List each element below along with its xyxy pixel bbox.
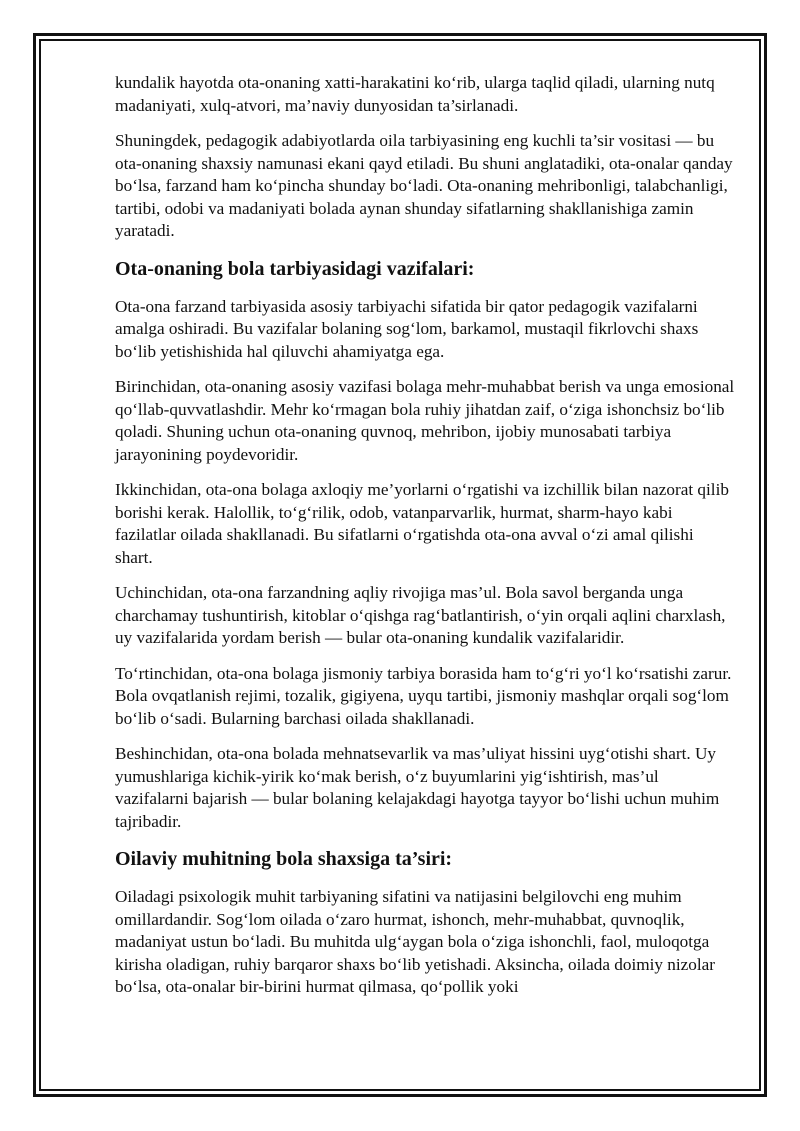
section-heading: Oilaviy muhitning bola shaxsiga ta’siri:	[115, 848, 453, 870]
paragraph: Ota-ona farzand tarbiyasida asosiy tarbiyachi sifatida bir qator pedagogik vazifalarni amalga oshiradi. Bu vazifalar bolaning sog‘lom, barkamol, mustaqil fikrlovchi shaxs bo‘lib yetishishida hal qiluvchi ahamiyatga ega.	[115, 296, 699, 361]
paragraph: Beshinchidan, ota-ona bolada mehnatsevarlik va mas’uliyat hissini uyg‘otishi shart. Uy yumushlariga kichik-yirik ko‘mak berish, o‘z buyumlarini yig‘ishtirish, mas’ul vazifalarni bajarish — bular bolaning kelajakdagi hayotga tayyor bo‘lishi uchun muhim tajribadir.	[115, 744, 720, 831]
paragraph: Uchinchidan, ota-ona farzandning aqliy rivojiga mas’ul. Bola savol berganda unga charchamay tushuntirish, kitoblar o‘qishga rag‘batlantirish, o‘yin orqali aqlini charxlash, uy vazifalarida yordam berish — bular ota-onaning kundalik vazifalaridir.	[115, 583, 726, 647]
paragraph: kundalik hayotda ota-onaning xatti-harakatini ko‘rib, ularga taqlid qiladi, ularning nutq madaniyati, xulq-atvori, ma’naviy dunyosidan ta’sirlanadi.	[115, 73, 715, 115]
paragraph: Ikkinchidan, ota-ona bolaga axloqiy me’yorlarni o‘rgatishi va izchillik bilan nazorat qilib borishi kerak. Halollik, to‘g‘rilik, odob, vatanparvarlik, hurmat, sharm-hayo kabi fazilatlar oilada shakllanadi. Bu sifatlarni o‘rgatishda ota-ona avval o‘zi amal qilishi shart.	[115, 480, 729, 567]
paragraph: Oiladagi psixologik muhit tarbiyaning sifatini va natijasini belgilovchi eng muhim omillardandir. Sog‘lom oilada o‘zaro hurmat, ishonch, mehr-muhabbat, quvnoqlik, madaniyat ustun bo‘ladi. Bu muhitda ulg‘aygan bola o‘ziga ishonchli, faol, muloqotga kirisha oladigan, ruhiy barqaror shaxs bo‘lib yetishadi. Aksincha, oilada doimiy nizolar bo‘lsa, ota-onalar bir-birini hurmat qilmasa, qo‘pollik yoki	[115, 887, 715, 996]
paragraph: Birinchidan, ota-onaning asosiy vazifasi bolaga mehr-muhabbat berish va unga emosional qo‘llab-quvvatlashdir. Mehr ko‘rmagan bola ruhiy jihatdan zaif, o‘ziga ishonchsiz bo‘lib qoladi. Shuning uchun ota-onaning quvnoq, mehribon, ijobiy munosabati tarbiya jarayonining poydevoridir.	[115, 377, 735, 464]
paragraph: To‘rtinchidan, ota-ona bolaga jismoniy tarbiya borasida ham to‘g‘ri yo‘l ko‘rsatishi zarur. Bola ovqatlanish rejimi, tozalik, gigiyena, uyqu tartibi, jismoniy mashqlar orqali sog‘lom bo‘lib o‘sadi. Bularning barchasi oilada shakllanadi.	[115, 663, 732, 728]
document-body	[115, 72, 735, 1012]
section-heading: Ota-onaning bola tarbiyasidagi vazifalari:	[115, 257, 475, 280]
paragraph: Shuningdek, pedagogik adabiyotlarda oila tarbiyasining eng kuchli ta’sir vositasi — bu ota-onaning shaxsiy namunasi ekani qayd etiladi. Bu shuni anglatadiki, ota-onalar qanday bo‘lsa, farzand ham ko‘pincha shunday bo‘ladi. Ota-onaning mehribonligi, talabchanligi, tartibi, odobi va madaniyati bolada aynan shunday sifatlarning shakllanishiga zamin yaratadi.	[115, 131, 733, 240]
